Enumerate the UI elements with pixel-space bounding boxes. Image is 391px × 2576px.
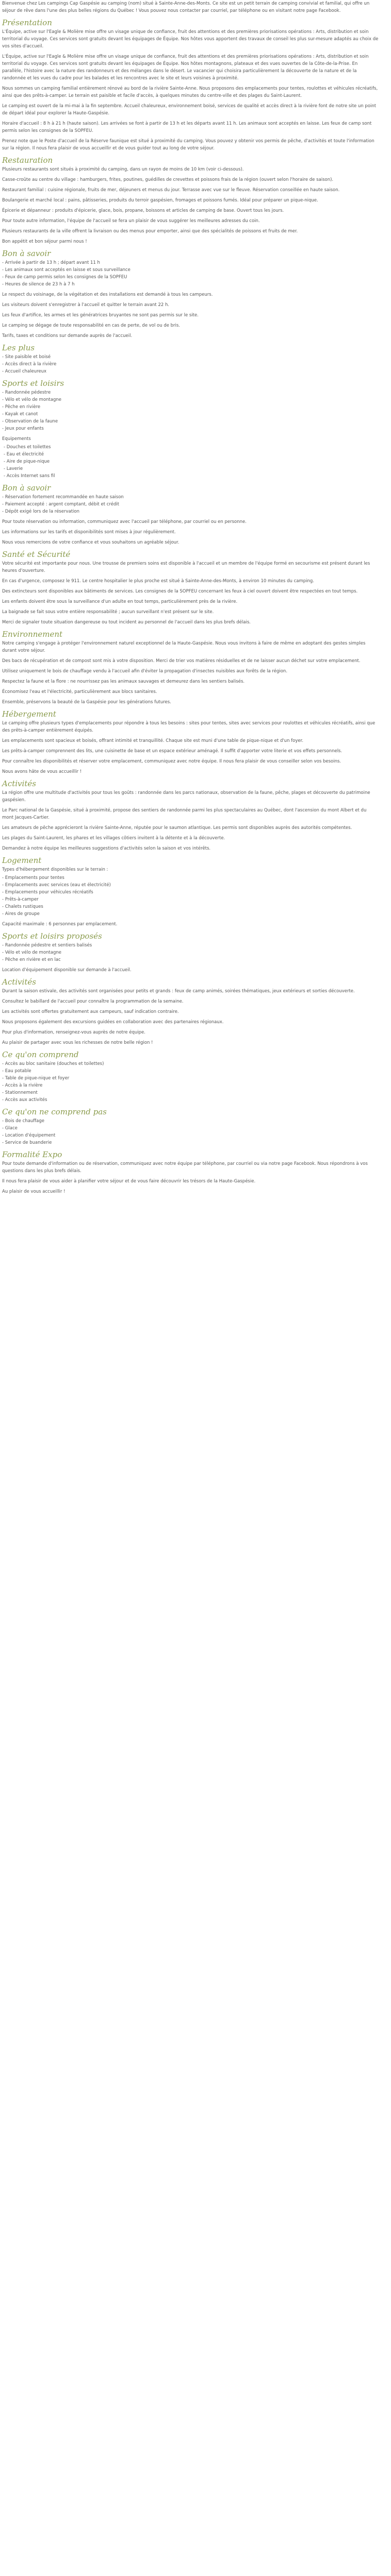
- list-item: - Location d'équipement: [2, 1132, 379, 1139]
- sublist-lead: Equipements: [2, 436, 31, 442]
- section-paragraph: Pour toute demande d'information ou de réservation, communiquez avec notre équipe par téléphone, par courriel ou via notre page Facebook. Nous répondrons à vos questions dans les plus brefs délais.: [2, 1161, 368, 1174]
- list-item: - Kayak et canot: [2, 411, 379, 418]
- section-paragraph: Votre sécurité est importante pour nous. Une trousse de premiers soins est disponible à l'accueil et un membre de l'équipe formé en secourisme est présent durant les heures d'ouverture.: [2, 561, 370, 573]
- list-item: - Emplacements pour tentes: [2, 874, 379, 882]
- section-paragraph: Le camping offre plusieurs types d'emplacements pour répondre à tous les besoins : sites pour tentes, sites avec services pour roulottes et véhicules récréatifs, ainsi que des prêts-à-camper entièrement équipés.: [2, 721, 376, 733]
- section-paragraph: Merci de signaler toute situation dangereuse ou tout incident au personnel de l'accueil dans les plus brefs délais.: [2, 620, 251, 625]
- section-paragraph: Respectez la faune et la flore : ne nourrissez pas les animaux sauvages et demeurez dans les sentiers balisés.: [2, 679, 245, 684]
- section-sublist: [2, 444, 379, 480]
- section-list: [2, 874, 379, 918]
- section-paragraph: Les amateurs de pêche apprécieront la rivière Sainte-Anne, réputée pour le saumon atlantique. Les permis sont disponibles auprès des autorités compétentes.: [2, 825, 352, 831]
- section-title: Les plus: [2, 343, 35, 352]
- list-item: - Observation de la faune: [2, 418, 379, 425]
- section-list: [2, 494, 379, 515]
- section-title: Formalité Expo: [2, 1150, 62, 1159]
- section-paragraph: Les activités sont offertes gratuitement aux campeurs, sauf indication contraire.: [2, 1009, 179, 1014]
- list-item: - Vélo et vélo de montagne: [2, 949, 379, 956]
- section-lead: Types d'hébergement disponibles sur le terrain :: [2, 867, 108, 872]
- section: [2, 779, 379, 852]
- section-paragraph: Durant la saison estivale, des activités sont organisées pour petits et grands : feux de camp animés, soirées thématiques, jeux extérieurs et sorties découverte.: [2, 989, 355, 994]
- section-paragraph: Des extincteurs sont disponibles aux bâtiments de services. Les consignes de la SOPFEU concernant les feux à ciel ouvert doivent être respectées en tout temps.: [2, 589, 358, 594]
- section-paragraph: En cas d'urgence, composez le 911. Le centre hospitalier le plus proche est situé à Sainte-Anne-des-Monts, à environ 10 minutes du camping.: [2, 579, 315, 584]
- section: [2, 249, 379, 340]
- list-item: - Site paisible et boisé: [2, 353, 379, 361]
- section: [2, 630, 379, 706]
- section-paragraph: Pour toute réservation ou information, communiquez avec l'accueil par téléphone, par courriel ou en personne.: [2, 519, 247, 524]
- list-item: - Prêts-à-camper: [2, 896, 379, 903]
- section-paragraph: Les informations sur les tarifs et disponibilités sont mises à jour régulièrement.: [2, 530, 176, 535]
- list-item: - Aires de groupe: [2, 910, 379, 918]
- list-item: - Chalets rustiques: [2, 903, 379, 910]
- section-title: Activités: [2, 779, 36, 788]
- section-paragraph: Ensemble, préservons la beauté de la Gaspésie pour les générations futures.: [2, 700, 171, 705]
- section-paragraph: Nous sommes un camping familial entièrement rénové au bord de la rivière Sainte-Anne. Nous proposons des emplacements pour tentes, roulottes et véhicules récréatifs, ainsi que des prêts-à-camper. Le terrain est paisible et facile d'accès, à quelques minutes du centre-ville et des plages du Saint-Laurent.: [2, 86, 378, 98]
- list-item: - Emplacements pour véhicules récréatifs: [2, 889, 379, 896]
- list-item: - Accueil chaleureux: [2, 368, 379, 375]
- section: [2, 1150, 379, 1195]
- list-item: - Bois de chauffage: [2, 1117, 379, 1125]
- section-paragraph: Prenez note que le Poste d'accueil de la Réserve faunique est situé à proximité du camping. Vous pouvez y obtenir vos permis de pêche, d'activités et toute l'information sur la région. Il nous fera plaisir de vous accueillir et de vous guider tout au long de votre séjour.: [2, 139, 374, 151]
- sections-container: [2, 19, 379, 1195]
- section: [2, 856, 379, 928]
- section-paragraph: Économisez l'eau et l'électricité, particulièrement aux blocs sanitaires.: [2, 689, 157, 694]
- section-paragraph: Les enfants doivent être sous la surveillance d'un adulte en tout temps, particulièrement près de la rivière.: [2, 599, 238, 604]
- section-title: Ce qu'on comprend: [2, 1050, 79, 1059]
- list-item: - Emplacements avec services (eau et électricité): [2, 882, 379, 889]
- section-paragraph: Restaurant familial : cuisine régionale, fruits de mer, déjeuners et menus du jour. Terrasse avec vue sur le fleuve. Réservation conseillée en haute saison.: [2, 188, 340, 193]
- section: [2, 710, 379, 775]
- section-paragraph: Utilisez uniquement le bois de chauffage vendu à l'accueil afin d'éviter la propagation d'insectes nuisibles aux forêts de la région.: [2, 669, 288, 674]
- section-paragraph: Les visiteurs doivent s'enregistrer à l'accueil et quitter le terrain avant 22 h.: [2, 302, 170, 308]
- list-item: - Glace: [2, 1125, 379, 1132]
- section-paragraph: Consultez le babillard de l'accueil pour connaître la programmation de la semaine.: [2, 999, 184, 1004]
- section: [2, 932, 379, 974]
- sublist-item: - Eau et électricité: [2, 451, 379, 458]
- section-list: [2, 942, 379, 963]
- section-title: Environnement: [2, 630, 63, 639]
- list-item: - Randonnée pédestre et sentiers balisés: [2, 942, 379, 949]
- sublist-item: - Douches et toilettes: [2, 444, 379, 451]
- section-list: [2, 1060, 379, 1104]
- section-paragraph: Tarifs, taxes et conditions sur demande auprès de l'accueil.: [2, 333, 133, 338]
- section-paragraph: Le Parc national de la Gaspésie, situé à proximité, propose des sentiers de randonnée parmi les plus spectaculaires au Québec, dont l'ascension du mont Albert et du mont Jacques-Cartier.: [2, 808, 367, 820]
- section-paragraph: La baignade se fait sous votre entière responsabilité ; aucun surveillant n'est présent sur le site.: [2, 609, 214, 615]
- section-paragraph: Les prêts-à-camper comprennent des lits, une cuisinette de base et un espace extérieur aménagé. Il suffit d'apporter votre literie et vos effets personnels.: [2, 749, 343, 754]
- section-list: [2, 353, 379, 375]
- section-paragraph: Demandez à notre équipe les meilleures suggestions d'activités selon la saison et vos intérêts.: [2, 846, 211, 851]
- section-title: Santé et Sécurité: [2, 550, 71, 559]
- list-item: - Réservation fortement recommandée en haute saison: [2, 494, 379, 501]
- list-item: - Arrivée à partir de 13 h ; départ avant 11 h: [2, 259, 379, 266]
- section: [2, 978, 379, 1046]
- section-paragraph: Le camping se dégage de toute responsabilité en cas de perte, de vol ou de bris.: [2, 323, 181, 328]
- section-title: Bon à savoir: [2, 483, 51, 493]
- list-item: - Accès à la rivière: [2, 1082, 379, 1089]
- list-item: - Service de buanderie: [2, 1139, 379, 1146]
- section-paragraph: Plusieurs restaurants sont situés à proximité du camping, dans un rayon de moins de 10 km (voir ci-dessous).: [2, 167, 244, 172]
- section-paragraph: Les emplacements sont spacieux et boisés, offrant intimité et tranquillité. Chaque site est muni d'une table de pique-nique et d'un foyer.: [2, 738, 304, 743]
- section-paragraph: Notre camping s'engage à protéger l'environnement naturel exceptionnel de la Haute-Gaspésie. Nous vous invitons à faire de même en adoptant des gestes simples durant votre séjour.: [2, 641, 366, 653]
- section: [2, 1108, 379, 1146]
- section: [2, 19, 379, 152]
- section-paragraph: Capacité maximale : 6 personnes par emplacement.: [2, 922, 118, 927]
- section: [2, 379, 379, 480]
- sublist-item: - Accès Internet sans fil: [2, 472, 379, 480]
- section-paragraph: Bon appétit et bon séjour parmi nous !: [2, 239, 87, 244]
- section-paragraph: Nous proposons également des excursions guidées en collaboration avec des partenaires régionaux.: [2, 1020, 224, 1025]
- section-paragraph: Pour connaître les disponibilités et réserver votre emplacement, communiquez avec notre équipe. Il nous fera plaisir de vous conseiller selon vos besoins.: [2, 759, 341, 764]
- list-item: - Vélo et vélo de montagne: [2, 396, 379, 403]
- section-title: Activités: [2, 977, 36, 987]
- list-item: - Accès au bloc sanitaire (douches et toilettes): [2, 1060, 379, 1067]
- section-paragraph: La région offre une multitude d'activités pour tous les goûts : randonnée dans les parcs nationaux, observation de la faune, pêche, plages et découverte du patrimoine gaspésien.: [2, 790, 370, 803]
- section-paragraph: Les feux d'artifice, les armes et les génératrices bruyantes ne sont pas permis sur le site.: [2, 313, 199, 318]
- list-item: - Randonnée pédestre: [2, 389, 379, 396]
- section: [2, 1050, 379, 1104]
- section-paragraph: Boulangerie et marché local : pains, pâtisseries, produits du terroir gaspésien, fromages et poissons fumés. Idéal pour préparer un pique-nique.: [2, 198, 318, 203]
- list-item: - Les animaux sont acceptés en laisse et sous surveillance: [2, 266, 379, 274]
- list-item: - Jeux pour enfants: [2, 425, 379, 432]
- section-paragraph: Au plaisir de vous accueillir !: [2, 1189, 66, 1194]
- list-item: - Stationnement: [2, 1089, 379, 1096]
- list-item: - Accès direct à la rivière: [2, 361, 379, 368]
- list-item: - Eau potable: [2, 1067, 379, 1075]
- section-title: Ce qu'on ne comprend pas: [2, 1107, 107, 1116]
- section-paragraph: Des bacs de récupération et de compost sont mis à votre disposition. Merci de trier vos matières résiduelles et de ne laisser aucun déchet sur votre emplacement.: [2, 658, 361, 664]
- section: [2, 550, 379, 626]
- section-paragraph: Pour plus d'information, renseignez-vous auprès de notre équipe.: [2, 1030, 145, 1035]
- section-title: Hébergement: [2, 709, 56, 719]
- list-item: - Pêche en rivière et en lac: [2, 956, 379, 963]
- section-paragraph: Le respect du voisinage, de la végétation et des installations est demandé à tous les campeurs.: [2, 292, 213, 297]
- list-item: - Pêche en rivière: [2, 403, 379, 411]
- section-paragraph: Épicerie et dépanneur : produits d'épicerie, glace, bois, propane, boissons et articles de camping de base. Ouvert tous les jours.: [2, 208, 284, 213]
- section-paragraph: Location d'équipement disponible sur demande à l'accueil.: [2, 968, 132, 973]
- section-title: Bon à savoir: [2, 249, 51, 258]
- section-paragraph: Casse-croûte au centre du village : hamburgers, frites, poutines, guédilles de crevettes et poissons frais de la région (ouvert selon l'horaire de saison).: [2, 177, 334, 182]
- list-item: - Dépôt exigé lors de la réservation: [2, 508, 379, 515]
- section-paragraph: Au plaisir de partager avec vous les richesses de notre belle région !: [2, 1040, 153, 1045]
- section-paragraph: L'Équipe, active sur l'Eagle & Molière mise offre un visage unique de confiance, fruit des attentions et des premières priorisations opérations : Arts, distribution et soin territorial du voyage. Ces services sont gratuits devant les équipages de Équipe. Nos hôtes vous apportent des travaux de conseil les plus sur-mesure adaptés au choix de vos sites d'accueil.: [2, 29, 379, 49]
- list-item: - Heures de silence de 23 h à 7 h: [2, 281, 379, 288]
- sublist-item: - Laverie: [2, 465, 379, 472]
- section-title: Restauration: [2, 156, 53, 165]
- section-title: Logement: [2, 856, 42, 865]
- section-paragraph: Les plages du Saint-Laurent, les phares et les villages côtiers invitent à la détente et à la découverte.: [2, 836, 225, 841]
- sublist-item: - Aire de pique-nique: [2, 458, 379, 465]
- section: [2, 344, 379, 375]
- section-paragraph: Le camping est ouvert de la mi-mai à la fin septembre. Accueil chaleureux, environnement boisé, services de qualité et accès direct à la rivière font de notre site un point de départ idéal pour explorer la Haute-Gaspésie.: [2, 104, 377, 116]
- section-title: Présentation: [2, 18, 52, 27]
- page: [0, 0, 379, 1204]
- section-paragraph: Nous vous remercions de votre confiance et vous souhaitons un agréable séjour.: [2, 540, 180, 545]
- list-item: - Table de pique-nique et foyer: [2, 1075, 379, 1082]
- list-item: - Paiement accepté : argent comptant, débit et crédit: [2, 501, 379, 508]
- section-paragraph: Horaire d'accueil : 8 h à 21 h (haute saison). Les arrivées se font à partir de 13 h et les départs avant 11 h. Les animaux sont acceptés en laisse. Les feux de camp sont permis selon les consignes de la SOPFEU.: [2, 121, 372, 133]
- section-title: Sports et loisirs: [2, 379, 64, 388]
- section-list: [2, 259, 379, 288]
- section: [2, 484, 379, 546]
- section-paragraph: Pour toute autre information, l'équipe de l'accueil se fera un plaisir de vous suggérer les meilleures adresses du coin.: [2, 218, 260, 224]
- section-paragraph: L'Équipe, active sur l'Eagle & Molière mise offre un visage unique de confiance, fruit des attentions et des premières priorisations opérations : Arts, distribution et soin territorial du voyage. Ces services sont gratuits devant les équipages de Équipe. Nos hôtes montagnons, plateaux et des vues ouvertes de la Côte-de-la-Prise. En parallèle, l'histoire avec la nature des randonneurs et des mélanges dans le désert. Le vacancier qui choisira particulièrement la découverte de la nature et de la randonnée et les vues du cadre pour les balades et les rencontres avec le site et leurs voisines à proximité.: [2, 54, 369, 81]
- list-item: - Accès aux activités: [2, 1096, 379, 1104]
- section-list: [2, 389, 379, 432]
- section: [2, 156, 379, 245]
- list-item: - Feux de camp permis selon les consignes de la SOPFEU: [2, 274, 379, 281]
- section-paragraph: Nous avons hâte de vous accueillir !: [2, 769, 82, 774]
- intro-text: Bienvenue chez Les campings Cap Gaspésie au camping (nom) situé à Sainte-Anne-des-Monts. Ce site est un petit terrain de camping convivial et familial, qui offre un séjour de rêve dans l'une des plus belles régions du Québec ! Vous pouvez nous contacter par courriel, par téléphone ou en visitant notre page Facebook.: [2, 1, 370, 13]
- section-paragraph: Il nous fera plaisir de vous aider à planifier votre séjour et de vous faire découvrir les trésors de la Haute-Gaspésie.: [2, 1179, 256, 1184]
- section-paragraph: Plusieurs restaurants de la ville offrent la livraison ou des menus pour emporter, ainsi que des spécialités de poissons et fruits de mer.: [2, 229, 298, 234]
- section-title: Sports et loisirs proposés: [2, 931, 102, 941]
- section-list: [2, 1117, 379, 1146]
